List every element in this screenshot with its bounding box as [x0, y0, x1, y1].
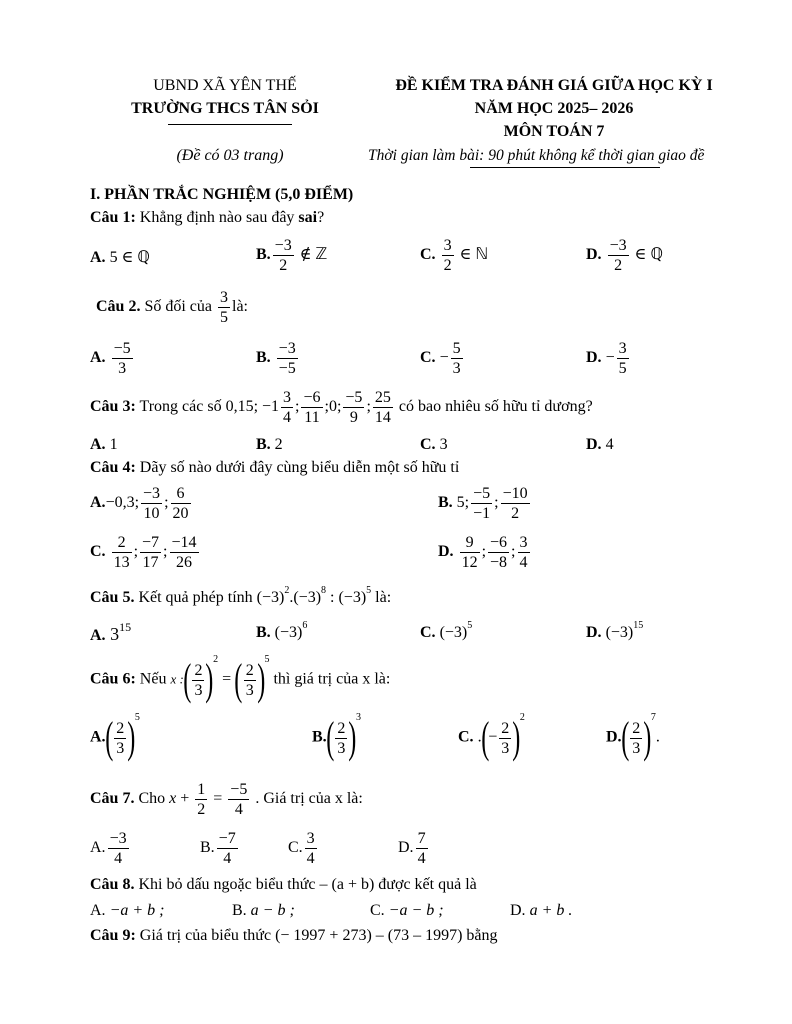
q1-option-c: C. $\frac{3}{2}$ ∈ ℕ: [420, 237, 489, 274]
question-5: Câu 5. Kết quả phép tính $(-3)^2.(-3)^8$ : $(-3)^5$ là:: [90, 585, 392, 606]
question-label: Câu 1:: [90, 209, 136, 226]
question-9: Câu 9: Giá trị của biểu thức (− 1997 + 273) – (73 – 1997) bằng: [90, 927, 498, 944]
q5-option-b: B. $(-3)^6$: [256, 620, 308, 641]
q6-option-a: A.( $\frac{2}{3}$ )$^5$: [90, 712, 140, 762]
divider: [470, 167, 660, 168]
question-4: Câu 4: Dãy số nào dưới đây cùng biểu diễn một số hữu tỉ: [90, 459, 460, 476]
q7-option-a: A. $\frac{-3}{4}$: [90, 830, 127, 867]
question-text: Khẳng định nào sau đây: [135, 209, 299, 226]
question-7: Câu 7. Cho x + $\frac{1}{2}$ = $\frac{-5}{4}$ . Giá trị của x là:: [90, 781, 363, 818]
school-name: TRƯỜNG THCS TÂN SỎI: [131, 100, 319, 117]
q1-option-a: A. 5 ∈ ℚ: [90, 247, 150, 266]
q4-option-d: D. $\frac{9}{12}$ ; $\frac{-6}{-8}$ ; $\frac{3}{4}$: [438, 534, 528, 571]
q5-option-a: A. $3^{15}$: [90, 620, 132, 644]
q1-option-b: B. $\frac{-3}{2}$ ∉ ℤ: [256, 237, 328, 274]
q3-option-c: C. 3: [420, 436, 448, 453]
q6-option-c: C. .(− $\frac{2}{3}$ )$^2$: [458, 712, 525, 762]
q6-option-d: D.( $\frac{2}{3}$ )$^7$.: [606, 712, 660, 762]
q1-option-d: D. $\frac{-3}{2}$ ∈ ℚ: [586, 237, 664, 274]
question-1: [90, 209, 324, 227]
q7-option-c: C. $\frac{3}{4}$: [288, 830, 315, 867]
question-2: Câu 2. Số đối của $\frac{3}{5}$ là:: [96, 289, 248, 326]
question-emphasis: sai: [298, 209, 318, 226]
question-6: Câu 6: Nếu x :( $\frac{2}{3}$ )$^2$ = ( $\frac{2}{3}$ )$^5$ thì giá trị của x là:: [90, 654, 391, 704]
q8-option-b: B. a − b ;: [232, 902, 295, 919]
q2-option-d: D. − $\frac{3}{5}$: [586, 340, 627, 377]
q2-option-b: B. $\frac{-3}{-5}$: [256, 340, 296, 377]
question-text: ?: [317, 209, 325, 226]
exam-subject: MÔN TOÁN 7: [503, 123, 605, 140]
page-count-note: (Đề có 03 trang): [176, 147, 284, 164]
q2-option-a: A. $\frac{-5}{3}$: [90, 340, 131, 377]
q4-option-b: B. 5; $\frac{-5}{-1}$ ; $\frac{-10}{2}$: [438, 485, 528, 522]
q3-option-d: D. 4: [586, 436, 614, 453]
school-header: [110, 74, 340, 120]
q5-option-c: C. $(-3)^5$: [420, 620, 473, 641]
commune-name: UBND XÃ YÊN THẾ: [153, 77, 297, 94]
q8-option-c: C. −a − b ;: [370, 902, 444, 919]
q8-option-d: D. a + b .: [510, 902, 573, 919]
section-title: I. PHẦN TRẮC NGHIỆM (5,0 ĐIỂM): [90, 186, 354, 203]
question-3: Câu 3: Trong các số 0,15; −1 $\frac{3}{4}$ ; $\frac{-6}{11}$ ;0; $\frac{-5}{9}$ ; $\frac{25}{14}$ có bao nhiêu số hữu tỉ dương?: [90, 389, 593, 426]
exam-title: [366, 74, 742, 143]
time-note: Thời gian làm bài: 90 phút không kể thời gian giao đề: [368, 147, 705, 164]
q6-option-b: B.( $\frac{2}{3}$ )$^3$: [312, 712, 361, 762]
question-8: Câu 8. Khi bỏ dấu ngoặc biểu thức – (a + b) được kết quả là: [90, 876, 477, 893]
exam-title-line1: ĐỀ KIỂM TRA ĐÁNH GIÁ GIỮA HỌC KỲ I: [395, 77, 713, 94]
q3-option-b: B. 2: [256, 436, 283, 453]
q4-option-a: A.−0,3; $\frac{-3}{10}$ ; $\frac{6}{20}$: [90, 485, 189, 522]
q3-option-a: A. 1: [90, 436, 118, 453]
exam-year: NĂM HỌC 2025– 2026: [474, 100, 634, 117]
q7-option-d: D. $\frac{7}{4}$: [398, 830, 426, 867]
q4-option-c: C. $\frac{2}{13}$ ; $\frac{-7}{17}$ ; $\frac{-14}{26}$: [90, 534, 197, 571]
q5-option-d: D. $(-3)^{15}$: [586, 620, 644, 641]
divider: [168, 124, 292, 125]
q2-option-c: C. − $\frac{5}{3}$: [420, 340, 461, 377]
q8-option-a: A. −a + b ;: [90, 902, 165, 919]
q7-option-b: B. $\frac{-7}{4}$: [200, 830, 236, 867]
